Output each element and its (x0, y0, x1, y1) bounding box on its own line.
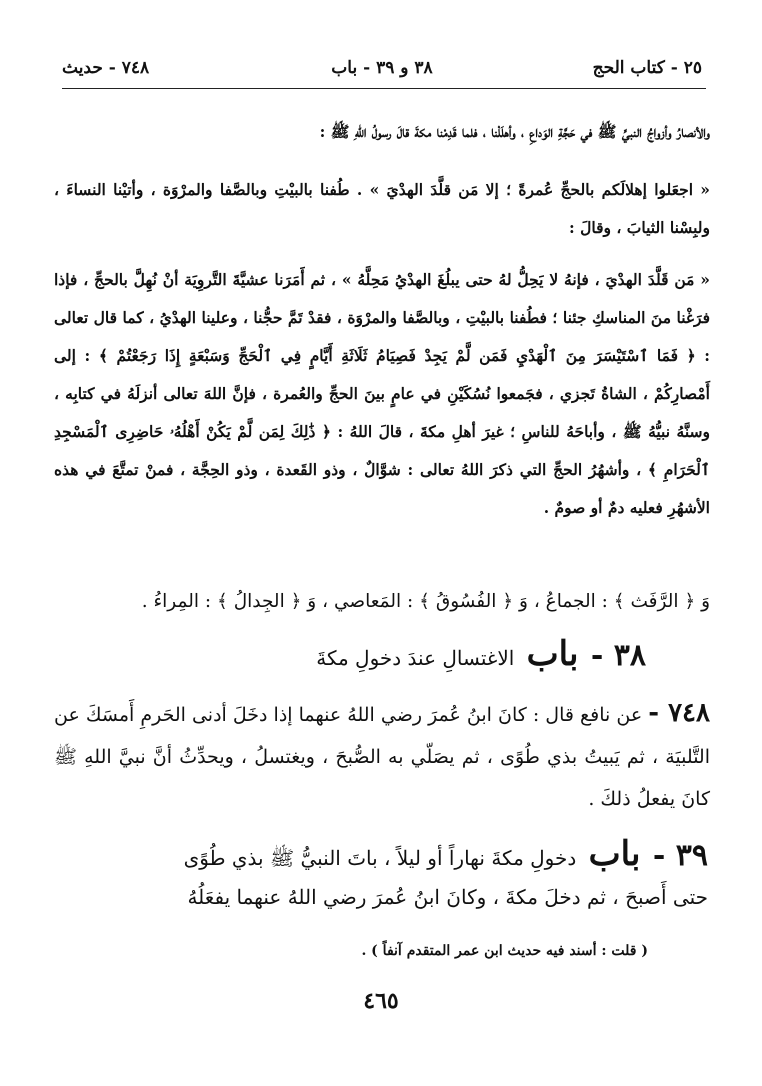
header-book-title: ٢٥ - كتاب الحج (592, 58, 702, 78)
page-number: ٤٦٥ (363, 988, 399, 1014)
chapter-39-word: باب (588, 834, 641, 874)
hadith-748-number: ٧٤٨ - (648, 698, 710, 728)
chapter-39-number: ٣٩ - (652, 838, 708, 873)
header-hadith-number: ٧٤٨ - حديث (62, 58, 150, 78)
header-divider (62, 88, 706, 89)
header-chapter-range: ٣٨ و ٣٩ - باب (331, 58, 433, 78)
editor-note: ( قلت : أسند فيه حديث ابن عمر المتقدم آنفاً ) . (361, 943, 648, 959)
running-header (62, 52, 702, 86)
commentary-line: وَ ﴿ الرَّفَث ﴾ : الجماعُ ، وَ ﴿ الفُسُوقُ ﴾ : المَعاصي ، وَ ﴿ الجِدالُ ﴾ : المِراءُ . (141, 591, 710, 612)
chapter-39-continuation: حتى أَصبحَ ، ثم دخلَ مكةَ ، وكانَ ابنُ عُمرَ رضي اللهُ عنهما يفعَلُهُ (187, 885, 708, 909)
hadith-748 (54, 692, 710, 820)
hadith-paragraph-2: « اجعَلوا إهلالَكم بالحجِّ عُمرةً ؛ إلا مَن قلَّدَ الهدْيَ » . طُفنا بالبيْتِ وبالصَّفا والمرْوَة ، وأتيْنا النساءَ ، ولبِسْنا الثيابَ ، وقالَ : (54, 180, 710, 237)
chapter-38-number: ٣٨ - (590, 638, 646, 673)
chapter-38-title: الاغتسالِ عندَ دخولِ مكةَ (316, 646, 515, 670)
chapter-39-heading (184, 834, 708, 875)
hadith-paragraph-1: والأنصارُ وأزواجُ النبيِّ ﷺ في حَجَّةِ الوَداعِ ، وأهلَلْنا ، فلما قَدِمْنا مكةَ قالَ رسولُ اللهِ ﷺ : (319, 122, 710, 141)
hadith-748-text: عن نافع قال : كانَ ابنُ عُمرَ رضي اللهُ عنهما إذا دخَلَ أدنى الحَرمِ أَمسَكَ عن التَّلبيَة ، ثم يَبيتُ بذي طُوًى ، ثم يصَلّي به الصُّبحَ ، ويغتسلُ ، ويحدِّثُ أنَّ نبيَّ اللهِ ﷺ كانَ يفعلُ ذلكَ . (54, 704, 710, 810)
chapter-38-word: باب (526, 634, 579, 674)
hadith-paragraph-3: « مَن قَلَّدَ الهدْيَ ، فإنهُ لا يَحِلُّ لهُ حتى يبلُغَ الهدْيُ مَحِلَّهُ » ، ثم أَمَرَنا عشيَّةَ التَّروِيَة أنْ نُهِلَّ بالحجِّ ، فإذا فرَغْنا منَ المناسكِ جئنا ؛ فطُفنا بالبيْتِ ، وبالصَّفا والمرْوَة ، فقدْ تَمَّ حجُّنا ، وعلينا الهدْيُ ، كما قال تعالى : ﴿ فَمَا ٱسْتَيْسَرَ مِنَ ٱلْهَدْيِ فَمَن لَّمْ يَجِدْ فَصِيَامُ ثَلَاثَةِ أَيَّامٍ فِي ٱلْحَجِّ وَسَبْعَةٍ إِذَا رَجَعْتُمْ ﴾ : إلى أَمْصارِكُمْ ، الشاةُ تَجزي ، فجَمعوا نُسُكَيْنِ في عامٍ بينَ الحجِّ والعُمرة ، فإنَّ اللهَ تعالى أنزلَهُ في كتابِه ، وسنَّهُ نبيُّهُ ﷺ ، وأباحَهُ للناسِ ؛ غيرَ أهلِ مكةَ ، قالَ اللهُ : ﴿ ذَٰلِكَ لِمَن لَّمْ يَكُنْ أَهْلُهُۥ حَاضِرِى ٱلْمَسْجِدِ ٱلْحَرَامِ ﴾ ، وأشهُرُ الحجِّ التي ذكرَ اللهُ تعالى : شوَّالٌ ، وذو القَعدة ، وذو الحِجَّة ، فمنْ تمتَّعَ في هذه الأشهُرِ فعليه دمٌ أو صومٌ . (54, 270, 710, 517)
chapter-39-title: دخولِ مكةَ نهاراً أو ليلاً ، باتَ النبيُّ ﷺ بذي طُوًى (183, 846, 577, 870)
chapter-38-heading (316, 634, 646, 674)
